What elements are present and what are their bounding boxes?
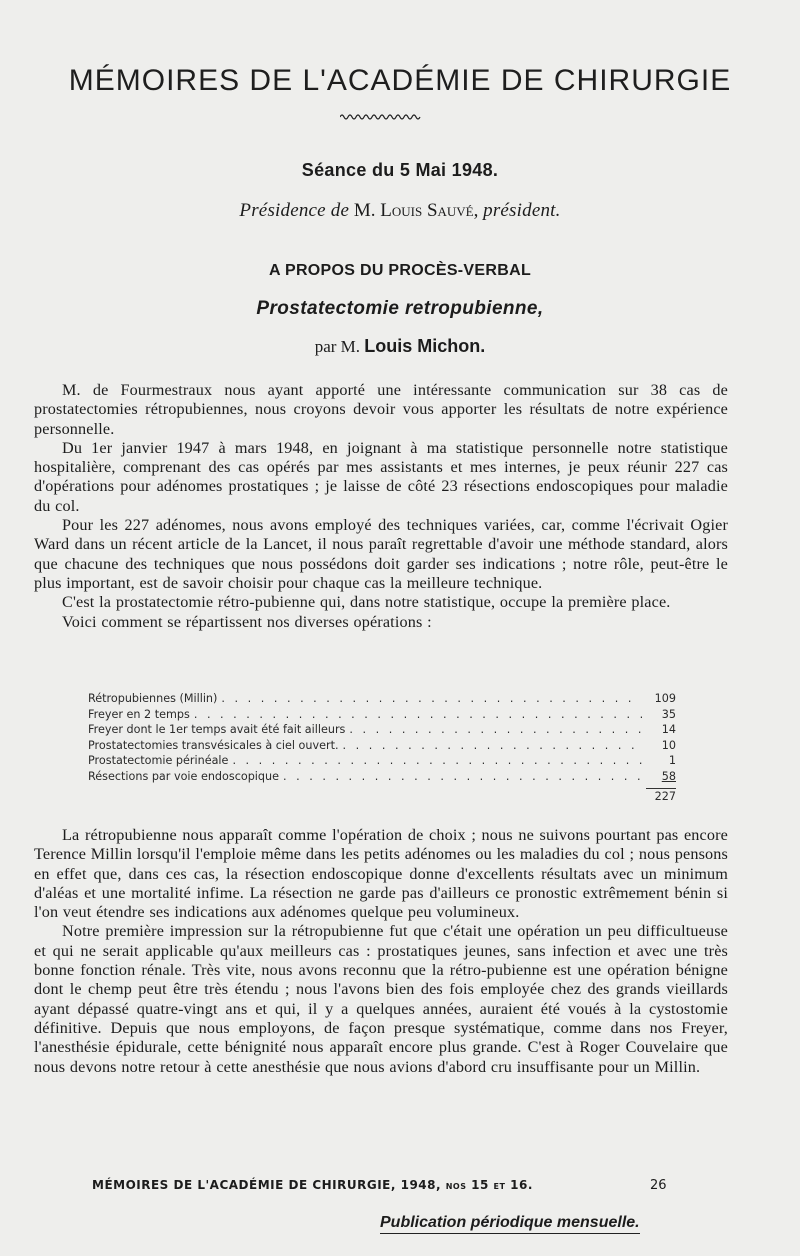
footer-citation [92,1178,533,1193]
wavy-ornament [340,112,422,122]
paragraph: La rétropubienne nous apparaît comme l'opération de choix ; nous ne suivons pourtant pas encore Terence Millin lorsqu'il l'emploie même dans les petits adénomes ou les maladies du col ; nous pensons en effet que, dans ces cas, la résection endoscopique donne d'excellents résultats avec un minimum d'aléas et une mortalité infime. La résection ne garde pas d'ailleurs ce pronostic extrêmement bénin si l'on veut étendre ses indications aux adénomes quelque peu volumineux. [34,826,728,922]
presidence-prefix: Présidence de [239,200,350,221]
article-title: Prostatectomie retropubienne, [256,298,544,319]
table-row [88,739,676,755]
dot-leader [232,754,642,767]
paragraph: Voici comment se répartissent nos diverses opérations : [62,612,432,631]
byline-prefix: par M. [314,337,361,356]
paragraph: Du 1er janvier 1947 à mars 1948, en joignant à ma statistique personnelle notre statistique hospitalière, comprenant des cas opérés par mes assistants et mes internes, je peux réunir 227 cas d'opérations pour adénomes prostatiques ; je laisse de côté 23 résections endoscopiques pour maladie du col. [34,438,728,515]
dot-leader [283,770,642,783]
publication-note: Publication périodique mensuelle. [380,1214,640,1234]
dot-leader [221,692,642,705]
table-row [88,692,676,708]
operation-count: 109 [654,692,676,705]
journal-title: MÉMOIRES DE L'ACADÉMIE DE CHIRURGIE [68,64,732,97]
page-number: 26 [650,1178,667,1193]
presidence-line [0,200,800,222]
operation-count: 58 [661,769,676,783]
session-date: Séance du 5 Mai 1948. [301,160,499,180]
operation-count: 1 [668,754,676,768]
operations-total: 227 [646,788,676,804]
paragraph: M. de Fourmestraux nous ayant apporté une intéressante communication sur 38 cas de prostatectomies rétropubiennes, nous croyons devoir vous apporter les résultats de notre expérience personnelle. [34,381,728,438]
citation-text: MÉMOIRES DE L'ACADÉMIE DE CHIRURGIE, 1948, nos 15 et 16. [92,1178,533,1192]
operation-label: Prostatectomies transvésicales à ciel ouvert. [88,738,339,752]
operation-label: Freyer en 2 temps [88,707,190,721]
operation-label: Prostatectomie périnéale [88,754,229,768]
dot-leader [343,739,642,752]
table-row [88,770,676,786]
table-row [88,754,676,770]
paragraph: C'est la prostatectomie rétro-pubienne qui, dans notre statistique, occupe la première place. [62,593,671,612]
dot-leader [349,723,642,736]
byline [0,336,800,357]
paragraph: Pour les 227 adénomes, nous avons employé des techniques variées, car, comme l'écrivait Ogier Ward dans un récent article de la Lancet, il nous paraît regrettable d'avoir une méthode standard, alors que chacune des techniques que nous possédons doit garder ses indications ; notre rôle, peut-être le plus important, est de savoir choisir pour chaque cas la meilleure technique. [34,516,728,592]
section-heading: A PROPOS DU PROCÈS-VERBAL [268,262,532,279]
table-row [88,723,676,739]
table-total-row [88,788,676,804]
body-text-before-table [34,381,728,632]
author-name: Louis Michon. [364,336,486,356]
table-row [88,708,676,724]
operation-label: Résections par voie endoscopique [88,769,279,783]
president-role: président. [483,200,561,221]
dot-leader [194,708,642,721]
operation-count: 14 [661,723,676,737]
operation-count: 35 [661,707,676,721]
body-text-after-table [34,826,728,1077]
operation-label: Freyer dont le 1er temps avait été fait ailleurs [88,723,346,737]
paragraph: Notre première impression sur la rétropubienne fut que c'était une opération un peu difficultueuse et qui ne serait applicable qu'aux meilleurs cas : prostatiques jeunes, sans infection et avec une très bonne fonction rénale. Très vite, nous avons reconnu que la rétro-pubienne est une opération bénigne dont le chemp peut être très étendu ; nous l'avons bien des fois employée chez des grands vieillards ayant dépassé quatre-vingt ans et qui, il y a quelques années, auraient été voués à la cystostomie définitive. Depuis que nous employons, de façon presque systématique, comme dans nos Freyer, l'anesthésie épidurale, cette bénignité nous apparaît encore plus grande. C'est à Roger Couvelaire que nous devons notre retour à cette anesthésie que nous avions d'abord cru insuffisante pour un Millin. [34,922,728,1076]
operation-label: Rétropubiennes (Millin) [88,692,218,705]
operation-count: 10 [661,738,676,752]
president-name: M. Louis Sauvé, [353,200,479,221]
operations-table [88,692,676,804]
